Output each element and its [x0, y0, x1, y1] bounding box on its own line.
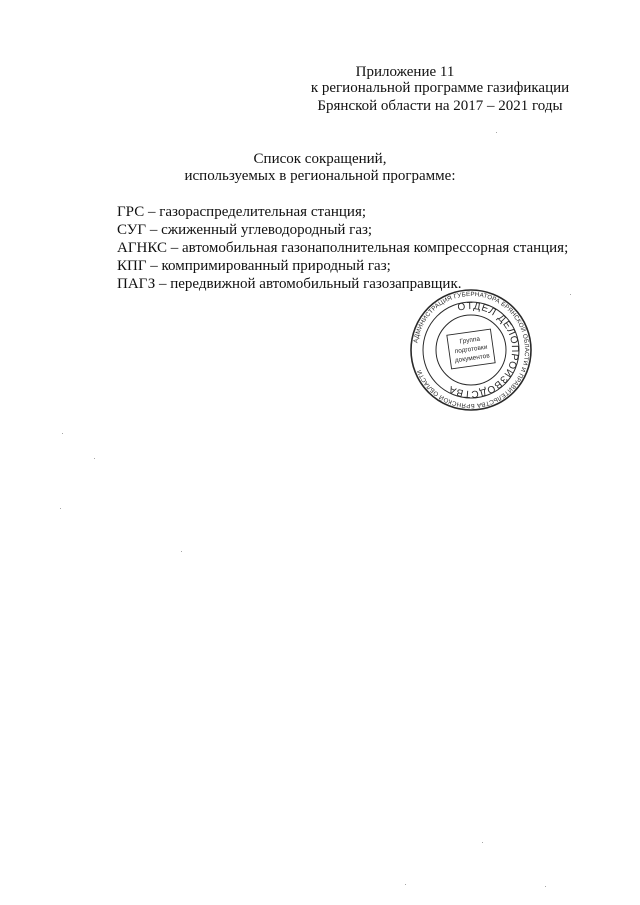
abbreviation-pagz: ПАГЗ – передвижной автомобильный газозаправщик.	[117, 276, 462, 292]
scan-speck	[570, 294, 571, 295]
list-subtitle: используемых в региональной программе:	[184, 168, 456, 184]
appendix-region-years: Брянской области на 2017 – 2021 годы	[317, 98, 563, 114]
abbreviation-agnks: АГНКС – автомобильная газонаполнительная компрессорная станция;	[117, 240, 569, 256]
stamp-center-line2: подготовки	[454, 343, 488, 356]
list-title: Список сокращений,	[253, 151, 387, 167]
scan-speck	[62, 433, 63, 434]
abbreviation-kpg: КПГ – компримированный природный газ;	[117, 258, 391, 274]
scan-speck	[496, 132, 497, 133]
stamp-center-line1: Группа	[459, 335, 481, 346]
official-stamp	[409, 288, 533, 412]
abbreviation-grs: ГРС – газораспределительная станция;	[117, 204, 367, 220]
scan-speck	[545, 886, 546, 887]
stamp-outer-text: АДМИНИСТРАЦИЯ ГУБЕРНАТОРА БРЯНСКОЙ ОБЛАСТИ И ПРАВИТЕЛЬСТВА БРЯНСКОЙ ОБЛАСТИ	[412, 290, 531, 410]
appendix-number: Приложение 11	[355, 64, 455, 80]
scan-speck	[60, 508, 61, 509]
stamp-center-line3: документов	[454, 352, 491, 365]
stamp-inner-text: ОТДЕЛ ДЕЛОПРОИЗВОДСТВА	[446, 300, 521, 400]
abbreviation-sug: СУГ – сжиженный углеводородный газ;	[117, 222, 373, 238]
scan-speck	[181, 551, 182, 552]
appendix-program-line: к региональной программе газификации	[310, 80, 570, 96]
scan-speck	[405, 884, 406, 885]
scan-speck	[482, 842, 483, 843]
scan-speck	[94, 458, 95, 459]
